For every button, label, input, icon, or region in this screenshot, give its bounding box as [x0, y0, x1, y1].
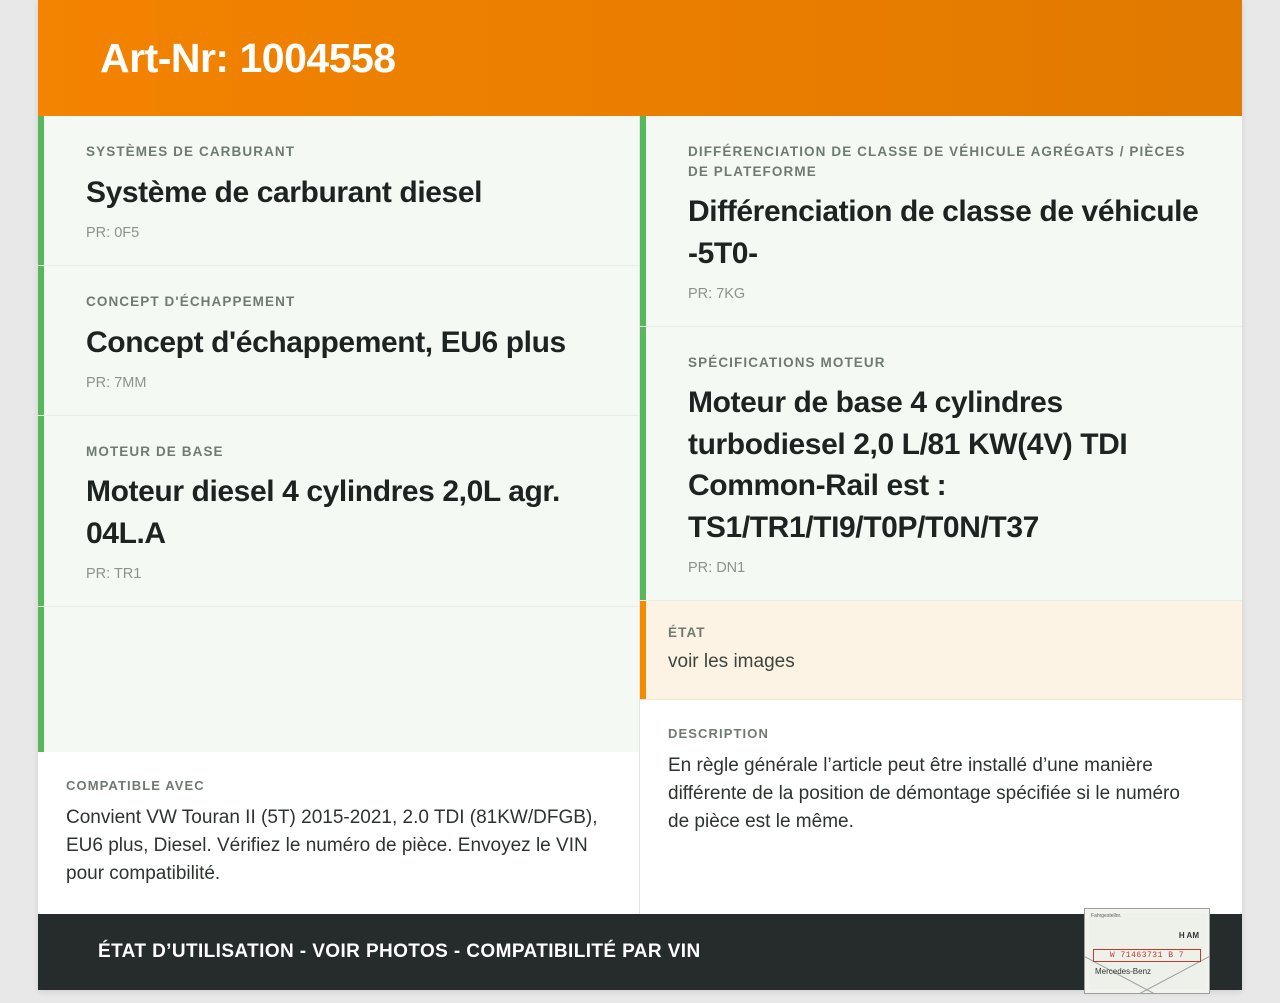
spec-value: Moteur diesel 4 cylindres 2,0L agr. 04L.A [86, 475, 560, 550]
spec-value: Système de carburant diesel [86, 175, 483, 209]
spec-value: Différenciation de classe de véhicule -5T0- [688, 195, 1199, 270]
vin-plate-right-text: H AM [1178, 931, 1199, 940]
header-bar [38, 0, 1242, 116]
spec-sheet [38, 0, 1242, 990]
note-text: En règle générale l’article peut être installé d’une manière différente de la position de démontage spécifiée si le numéro de pièce est le même. [668, 755, 1180, 833]
note-label: COMPATIBLE AVEC [66, 777, 205, 793]
spec-body [38, 116, 1242, 914]
spec-label: SPÉCIFICATIONS MOTEUR [688, 354, 886, 370]
condition-value: voir les images [668, 650, 795, 672]
left-column [38, 116, 640, 914]
spec-pr-code: PR: DN1 [688, 560, 746, 577]
spec-pr-code: PR: 0F5 [86, 224, 140, 241]
spec-label: CONCEPT D'ÉCHAPPEMENT [86, 293, 296, 309]
spec-pr-code: PR: 7KG [688, 285, 746, 302]
page-title: Art-Nr: 1004558 [100, 34, 396, 81]
condition-label: ÉTAT [668, 625, 706, 641]
condition-card [640, 601, 1242, 700]
footer-text: ÉTAT D’UTILISATION - VOIR PHOTOS - COMPATIBILITÉ PAR VIN [98, 941, 701, 962]
spec-pr-code: PR: TR1 [86, 566, 142, 583]
right-column-filler [640, 863, 1242, 914]
right-column [640, 116, 1242, 914]
description-note [640, 700, 1242, 862]
spec-value: Moteur de base 4 cylindres turbodiesel 2,0 L/81 KW(4V) TDI Common-Rail est : TS1/TR1/TI9/T0P/T0N/T37 [688, 386, 1128, 544]
note-label: DESCRIPTION [668, 726, 769, 742]
vin-plate-number: W 71463731 B 7 [1093, 949, 1201, 962]
vin-plate-brand-text: Mercedes-Benz [1095, 967, 1152, 976]
note-text: Convient VW Touran II (5T) 2015-2021, 2.0 TDI (81KW/DFGB), EU6 plus, Diesel. Vérifiez le numéro de pièce. Envoyez le VIN pour compatibilité. [66, 806, 598, 884]
left-column-filler [38, 607, 639, 751]
spec-label: MOTEUR DE BASE [86, 443, 224, 459]
spec-value: Concept d'échappement, EU6 plus [86, 325, 566, 359]
footer-bar [38, 914, 1242, 990]
compatibility-note [38, 752, 639, 914]
spec-card-fuel-system [38, 116, 639, 266]
spec-pr-code: PR: 7MM [86, 374, 147, 391]
spec-label: SYSTÈMES DE CARBURANT [86, 144, 296, 159]
spec-card-base-engine [38, 416, 639, 607]
spec-label: DIFFÉRENCIATION DE CLASSE DE VÉHICULE AGRÉGATS / PIÈCES DE PLATEFORME [688, 144, 1186, 179]
spec-card-vehicle-class [640, 116, 1242, 327]
vin-plate-top-text: Fahrgestellnr. [1091, 913, 1122, 919]
spec-card-engine-specifications [640, 327, 1242, 601]
vin-plate-image [1084, 908, 1210, 994]
spec-card-exhaust-concept [38, 266, 639, 416]
